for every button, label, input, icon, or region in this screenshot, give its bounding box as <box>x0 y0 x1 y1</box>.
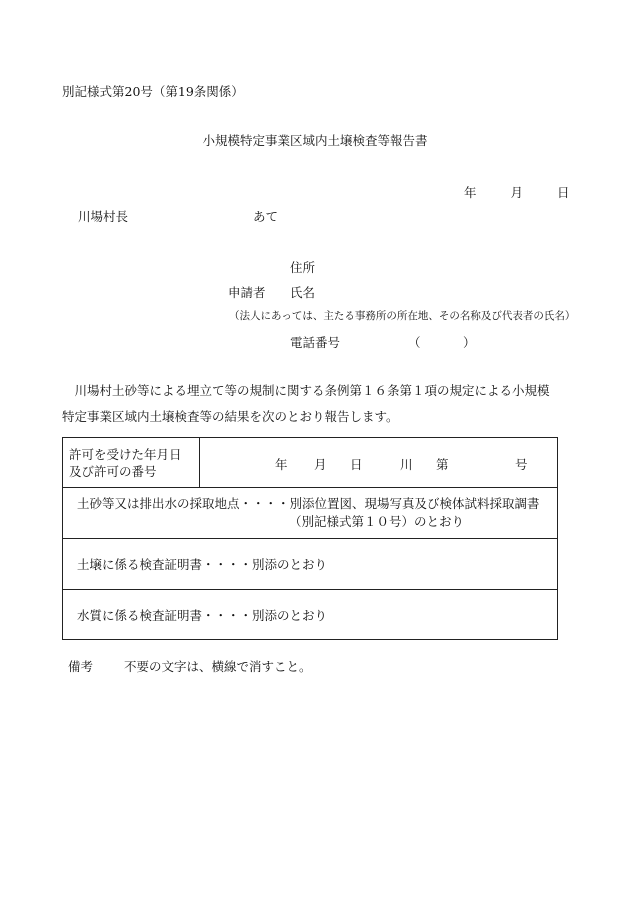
water-cert-cell: 水質に係る検査証明書・・・・別添のとおり <box>63 590 558 640</box>
name-label: 氏名 <box>290 285 316 300</box>
form-number: 別記様式第20号（第19条関係） <box>62 84 244 99</box>
applicant-label: 申請者 <box>228 285 266 300</box>
addressee-name: 川場村長 <box>78 209 129 224</box>
table-row <box>63 488 558 539</box>
permit-kawa: 川 <box>400 457 413 472</box>
date-line <box>464 183 570 201</box>
date-day: 日 <box>557 185 570 200</box>
sampling-cell <box>63 488 558 539</box>
phone-paren-open: （ <box>408 335 421 350</box>
document-title: 小規模特定事業区域内土壌検査等報告書 <box>202 133 428 148</box>
table-row <box>63 590 558 640</box>
sampling-line1: 土砂等又は排出水の採取地点・・・・別添位置図、現場写真及び検体試料採取調書 <box>77 496 540 511</box>
body-text <box>62 378 562 430</box>
permit-month: 月 <box>314 457 327 472</box>
permit-go: 号 <box>515 457 528 472</box>
permit-label-line2: 及び許可の番号 <box>69 463 157 479</box>
permit-year: 年 <box>275 457 288 472</box>
table-row <box>63 539 558 590</box>
table-row <box>63 438 558 488</box>
sampling-line2: （別記様式第１０号）のとおり <box>289 514 465 529</box>
phone-label: 電話番号 <box>290 335 341 350</box>
body-text-content: 川場村土砂等による埋立て等の規制に関する条例第１６条第１項の規定による小規模特定事業区域内土壌検査等の結果を次のとおり報告します。 <box>62 383 550 424</box>
remarks-text: 不要の文字は、横線で消すこと。 <box>124 659 312 674</box>
address-label: 住所 <box>290 260 316 275</box>
permit-label-line1: 許可を受けた年月日 <box>69 446 182 462</box>
permit-value-cell <box>200 438 558 488</box>
soil-cert-cell: 土壌に係る検査証明書・・・・別添のとおり <box>63 539 558 590</box>
permit-dai: 第 <box>436 457 449 472</box>
date-year: 年 <box>464 185 477 200</box>
corporate-note: （法人にあっては、主たる事務所の所在地、その名称及び代表者の氏名） <box>229 310 576 322</box>
permit-day: 日 <box>350 457 363 472</box>
remarks-label: 備考 <box>68 659 94 674</box>
addressee-suffix: あて <box>253 209 279 224</box>
report-table <box>62 437 558 640</box>
phone-paren-close: ） <box>463 335 476 350</box>
date-month: 月 <box>510 185 524 200</box>
permit-label-cell <box>63 438 200 488</box>
